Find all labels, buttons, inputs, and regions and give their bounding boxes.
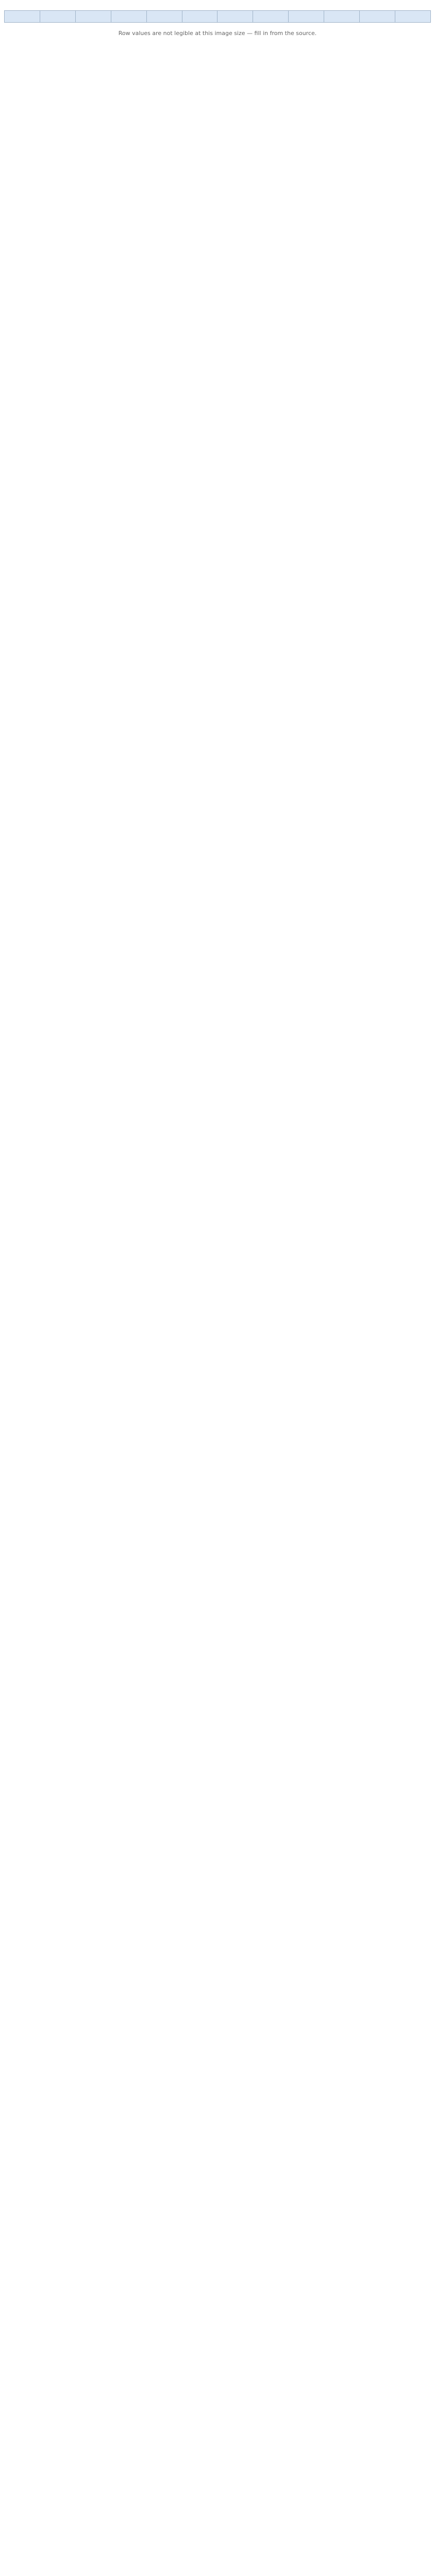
column-header [40, 11, 75, 23]
column-header [75, 11, 111, 23]
column-header [217, 11, 253, 23]
placeholder-note: Row values are not legible at this image size — fill in from the source. [118, 30, 317, 37]
title-block [4, 3, 431, 10]
column-header [5, 11, 40, 23]
column-header [111, 11, 146, 23]
column-header [146, 11, 182, 23]
column-header [324, 11, 360, 23]
table-header-row [5, 11, 431, 23]
column-header [360, 11, 395, 23]
column-header [253, 11, 289, 23]
column-header [182, 11, 217, 23]
column-header [395, 11, 430, 23]
positions-table [4, 10, 431, 23]
column-header [289, 11, 324, 23]
statistics-page [0, 0, 435, 49]
